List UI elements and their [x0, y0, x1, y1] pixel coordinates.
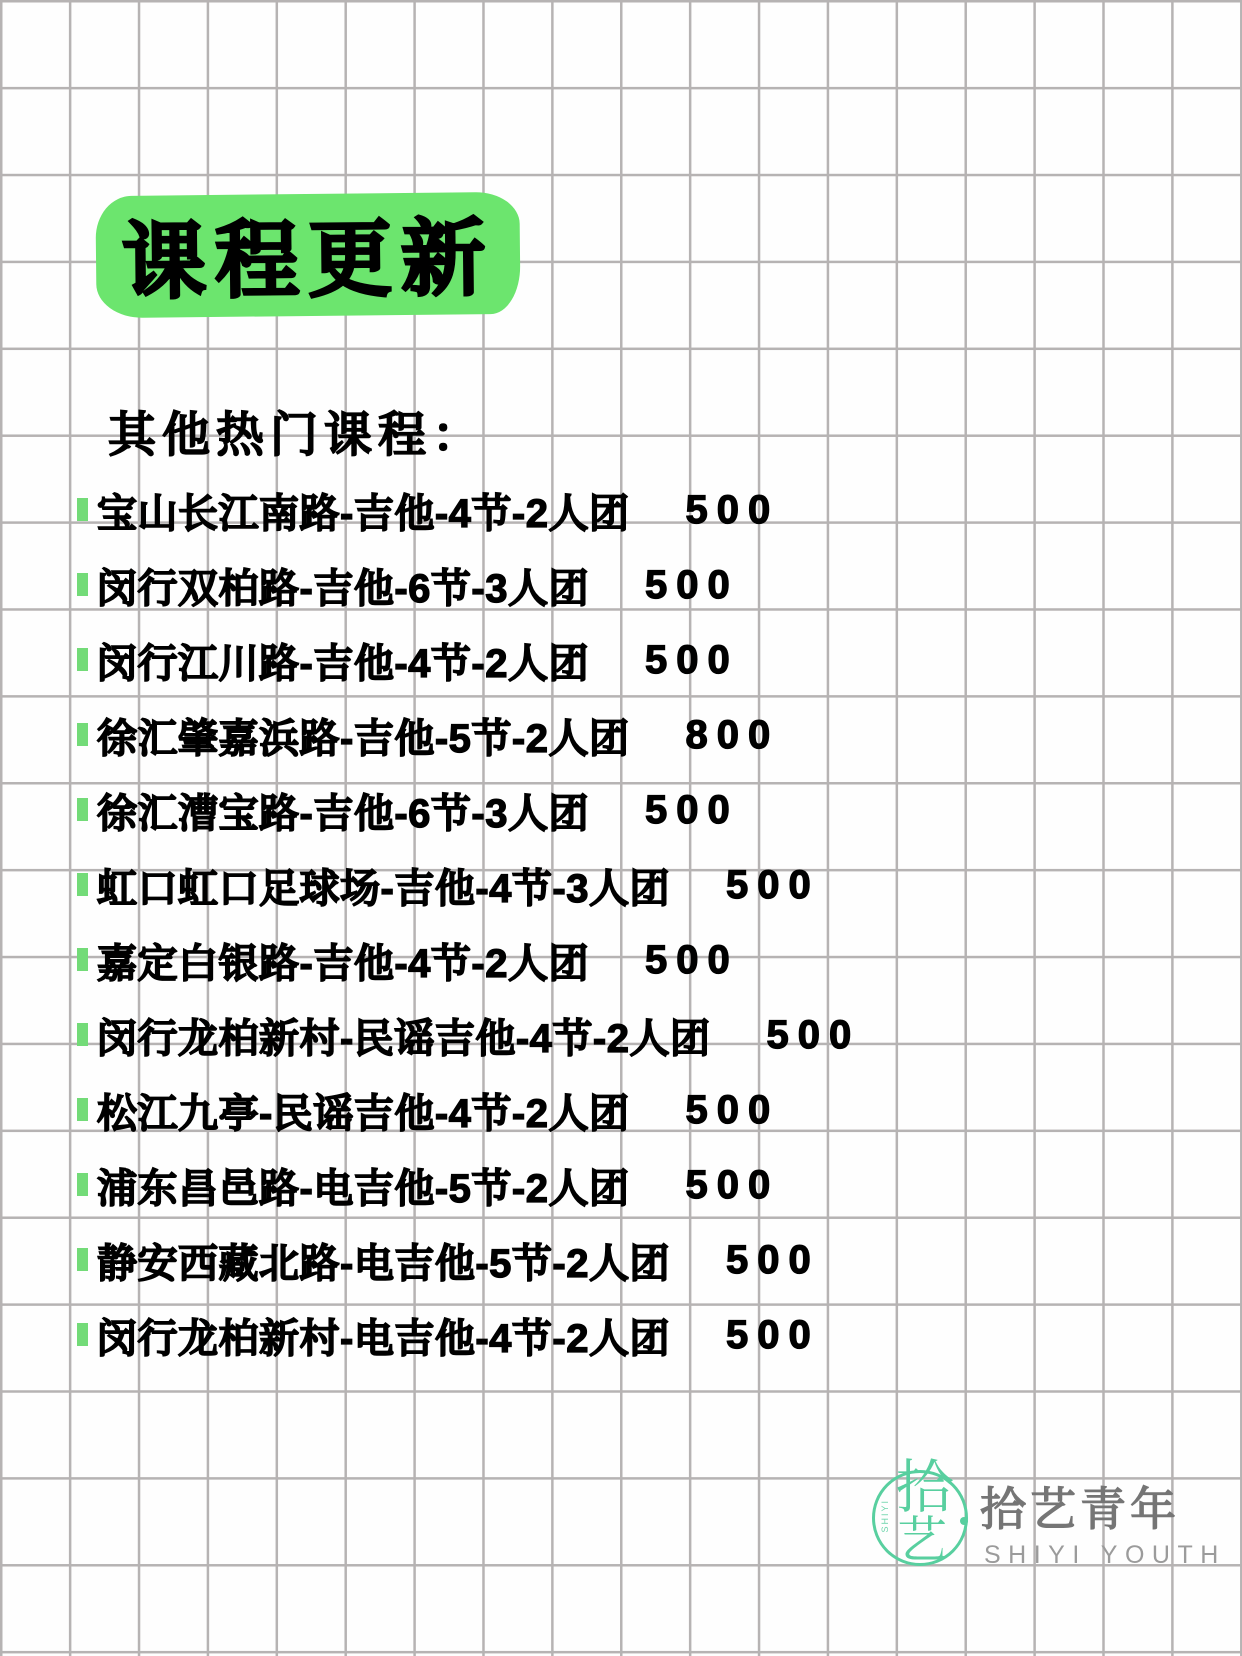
- course-label: 虹口虹口足球场-吉他-4节-3人团: [97, 867, 670, 911]
- bullet-icon: [77, 1173, 88, 1196]
- course-label: 闵行龙柏新村-电吉他-4节-2人团: [97, 1317, 670, 1361]
- bullet-icon: [77, 648, 88, 671]
- course-row: [77, 1013, 1177, 1061]
- course-label: 松江九亭-民谣吉他-4节-2人团: [97, 1092, 630, 1136]
- bullet-icon: [77, 798, 88, 821]
- course-price: 500: [685, 1088, 780, 1132]
- course-row: [77, 938, 1177, 986]
- course-label: 徐汇肇嘉浜路-吉他-5节-2人团: [97, 717, 630, 761]
- logo-subname: SHIYI YOUTH: [984, 1540, 1226, 1569]
- course-label: 闵行江川路-吉他-4节-2人团: [97, 642, 589, 686]
- bullet-icon: [77, 498, 88, 521]
- course-list: [77, 488, 1177, 1388]
- title-highlight-blob: [95, 192, 520, 318]
- course-row: [77, 1163, 1177, 1211]
- course-price: 500: [644, 563, 739, 607]
- bullet-icon: [77, 1098, 88, 1121]
- logo-dot-icon: [960, 1517, 968, 1525]
- course-label: 宝山长江南路-吉他-4节-2人团: [97, 492, 630, 536]
- course-price: 500: [685, 1163, 780, 1207]
- course-label: 嘉定白银路-吉他-4节-2人团: [97, 942, 589, 986]
- course-price: 500: [725, 1238, 820, 1282]
- course-label: 闵行龙柏新村-民谣吉他-4节-2人团: [97, 1017, 711, 1061]
- course-row: [77, 1088, 1177, 1136]
- logo: [872, 1455, 1226, 1570]
- logo-icon-side-text: SHIYI: [880, 1499, 890, 1533]
- course-price: 500: [685, 488, 780, 532]
- course-label: 徐汇漕宝路-吉他-6节-3人团: [97, 792, 589, 836]
- bullet-icon: [77, 948, 88, 971]
- page-title: 课程更新: [121, 210, 495, 309]
- logo-name: 拾艺青年: [980, 1483, 1180, 1535]
- course-row: [77, 638, 1177, 686]
- shiyi-logo-icon: [872, 1455, 968, 1568]
- logo-icon-char-bottom: 艺: [897, 1512, 947, 1568]
- course-price: 500: [766, 1013, 861, 1057]
- logo-icon-char-top: 拾: [895, 1455, 954, 1520]
- course-row: [77, 863, 1177, 911]
- bullet-icon: [77, 723, 88, 746]
- course-price: 500: [725, 863, 820, 907]
- bullet-icon: [77, 1023, 88, 1046]
- course-price: 800: [685, 713, 780, 757]
- course-label: 闵行双柏路-吉他-6节-3人团: [97, 567, 589, 611]
- course-row: [77, 1238, 1177, 1286]
- bullet-icon: [77, 1248, 88, 1271]
- course-row: [77, 488, 1177, 536]
- course-label: 浦东昌邑路-电吉他-5节-2人团: [97, 1167, 630, 1211]
- course-price: 500: [644, 788, 739, 832]
- course-price: 500: [725, 1313, 820, 1357]
- course-row: [77, 1313, 1177, 1361]
- logo-text: [980, 1470, 1226, 1570]
- bullet-icon: [77, 873, 88, 896]
- course-row: [77, 788, 1177, 836]
- course-price: 500: [644, 638, 739, 682]
- bullet-icon: [77, 573, 88, 596]
- section-subtitle: 其他热门课程：: [108, 409, 487, 462]
- course-price: 500: [644, 938, 739, 982]
- course-label: 静安西藏北路-电吉他-5节-2人团: [97, 1242, 670, 1286]
- course-row: [77, 713, 1177, 761]
- bullet-icon: [77, 1323, 88, 1346]
- course-row: [77, 563, 1177, 611]
